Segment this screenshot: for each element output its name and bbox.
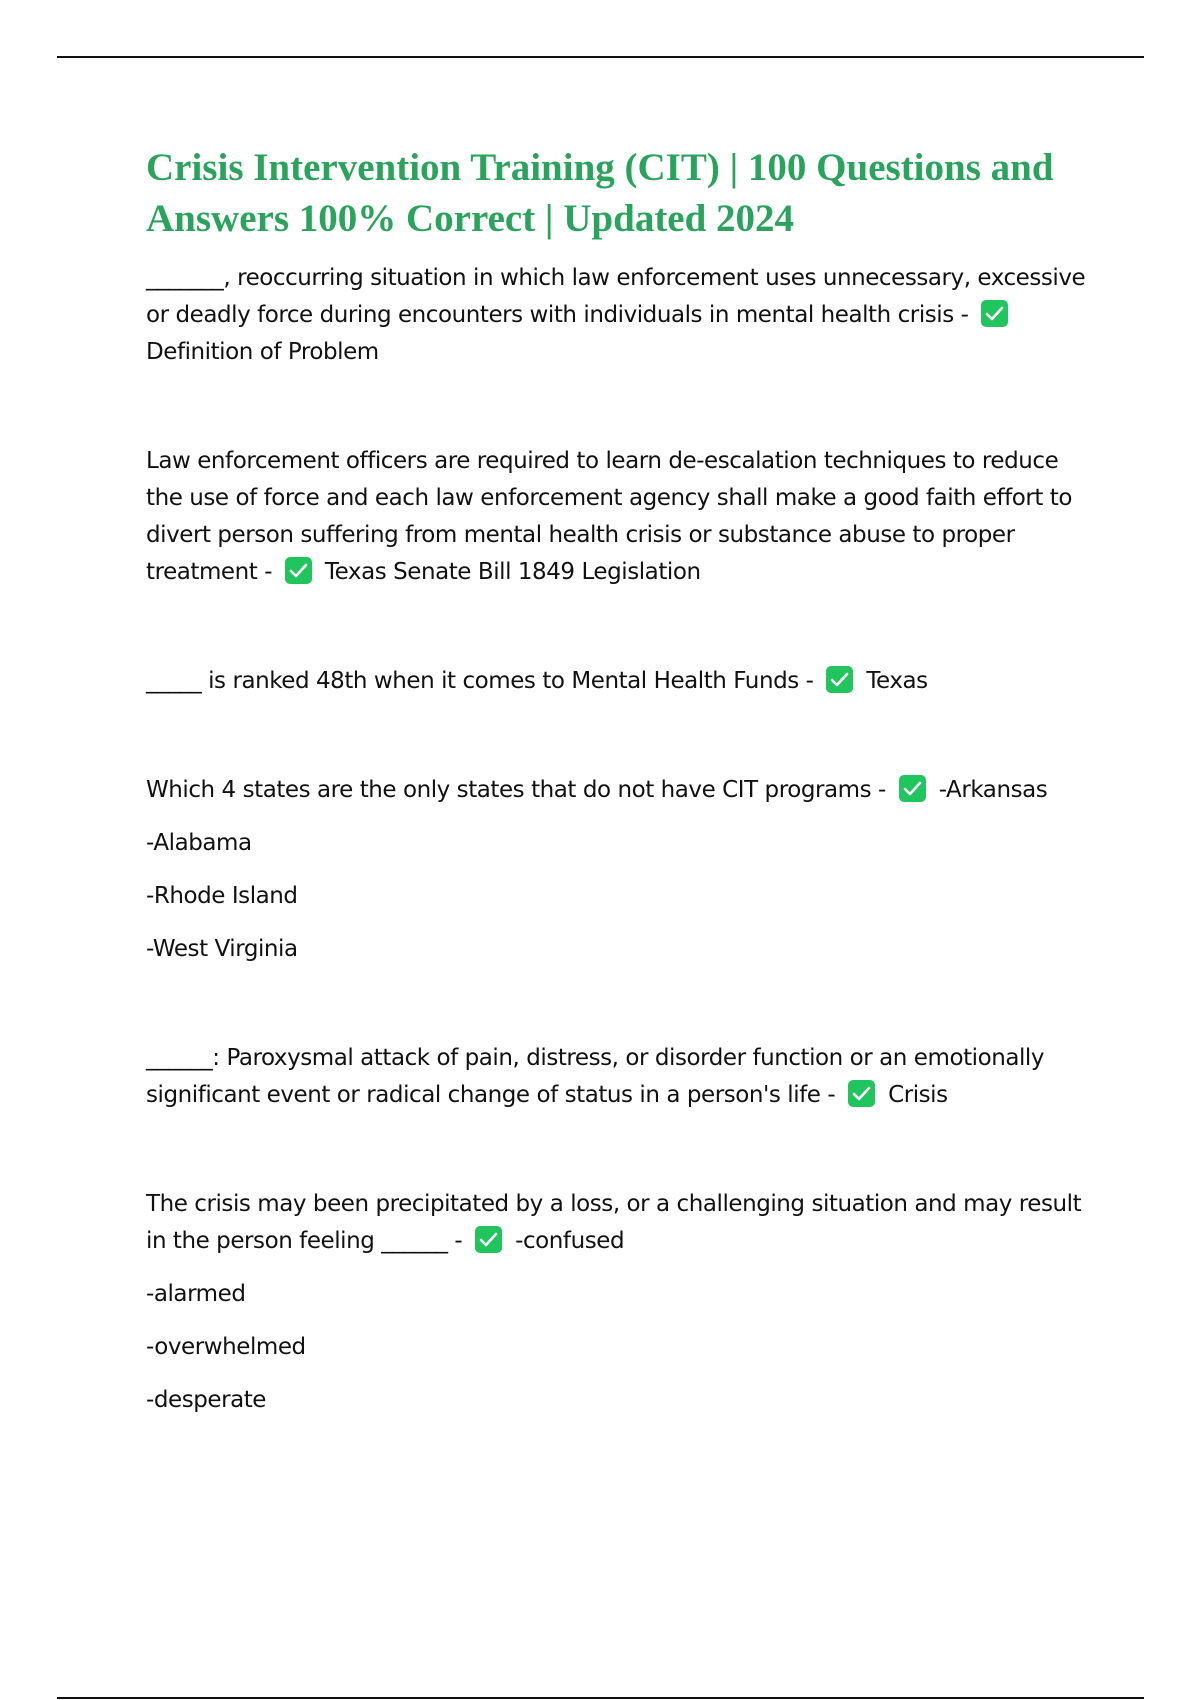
qa-question: The crisis may been precipitated by a loss, or a challenging situation and may result in the person feeling ______ - -confused <box>146 1191 1082 1254</box>
qa-answer-line: -overwhelmed <box>146 1334 306 1360</box>
qa-item <box>146 1040 1096 1114</box>
qa-answer-line: -alarmed <box>146 1281 246 1307</box>
qa-item <box>146 663 1096 700</box>
qa-item <box>146 443 1096 591</box>
qa-answer-line: -West Virginia <box>146 936 298 962</box>
top-rule <box>57 56 1144 58</box>
check-square-icon <box>826 666 853 693</box>
bottom-rule <box>57 1697 1144 1699</box>
qa-answer: Texas <box>866 668 928 694</box>
qa-answer-line: -Alabama <box>146 830 252 856</box>
qa-question: ______: Paroxysmal attack of pain, distress, or disorder function or an emotionally significant event or radical change of status in a person's life - Crisis <box>146 1045 1045 1108</box>
qa-item <box>146 1186 1096 1419</box>
qa-question: Law enforcement officers are required to learn de-escalation techniques to reduce the use of force and each law enforcement agency shall make a good faith effort to divert person suffering from mental health crisis or substance abuse to proper treatment - Texas Senate Bill 1849 Legislation <box>146 448 1072 585</box>
qa-item <box>146 772 1096 968</box>
check-square-icon <box>285 557 312 584</box>
check-square-icon <box>848 1080 875 1107</box>
qa-question: _____ is ranked 48th when it comes to Mental Health Funds - Texas <box>146 668 928 694</box>
qa-question: _______, reoccurring situation in which law enforcement uses unnecessary, excessive or deadly force during encounters with individuals in mental health crisis - Definition of Problem <box>146 265 1086 365</box>
qa-answer: Definition of Problem <box>146 339 379 365</box>
document-body <box>146 142 1096 1419</box>
qa-item <box>146 260 1096 371</box>
check-square-icon <box>981 300 1008 327</box>
check-square-icon <box>475 1226 502 1253</box>
document-title: Crisis Intervention Training (CIT) | 100 Questions and Answers 100% Correct | Updated 2024 <box>146 146 1054 240</box>
qa-question: Which 4 states are the only states that do not have CIT programs - -Arkansas <box>146 777 1048 803</box>
qa-answer-line: -desperate <box>146 1387 267 1413</box>
qa-answer-line: -Rhode Island <box>146 883 298 909</box>
qa-answer: -Arkansas <box>938 777 1048 803</box>
qa-answer: -confused <box>515 1228 625 1254</box>
qa-answer: Texas Senate Bill 1849 Legislation <box>324 559 701 585</box>
check-square-icon <box>899 775 926 802</box>
qa-answer: Crisis <box>888 1082 948 1108</box>
